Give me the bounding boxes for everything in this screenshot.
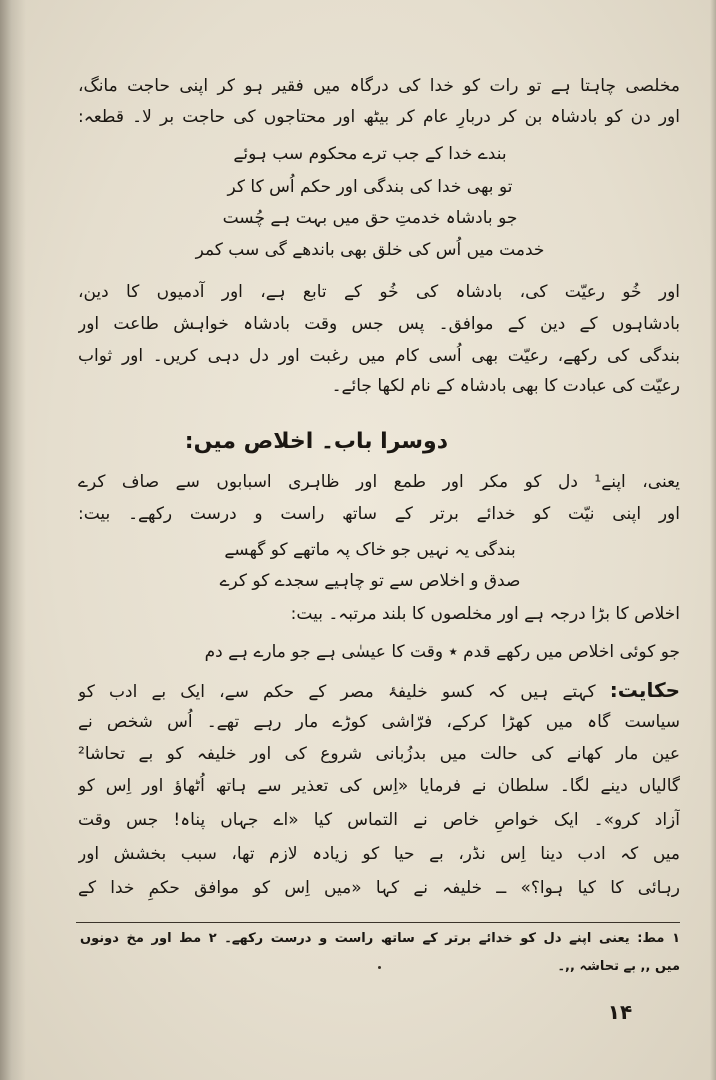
- verse-line: تو بھی خدا کی بندگی اور حکم اُس کا کر: [227, 177, 513, 197]
- text-line: یعنی، اپنے¹ دل کو مکر اور طمع اور ظاہری اسبابوں سے صاف کرے: [78, 472, 680, 492]
- footnote-divider: [76, 922, 680, 923]
- hikayat-text: کہتے ہیں کہ کسو خلیفۂ مصر کے حکم سے، ایک بے ادب کو: [78, 682, 596, 702]
- text-line: گالیاں دینے لگا۔ سلطان نے فرمایا «اِس کی تعذیر سے ہاتھ اُٹھاؤ اور اِس کو: [78, 776, 680, 796]
- verse-line: صدق و اخلاص سے تو چاہیے سجدے کو کرے: [219, 571, 521, 591]
- text-line: سیاست گاہ میں کھڑا کرکے، فرّاشی کوڑے مار رہے تھے۔ اُس شخص نے: [78, 712, 680, 732]
- verse-line: بندے خدا کے جب ترے محکوم سب ہوئے: [233, 144, 507, 164]
- text-line: آزاد کرو»۔ ایک خواصِ خاص نے التماس کیا «اے جہاں پناہ! جس وقت: [78, 810, 680, 830]
- text-line: بندگی کی رکھے، رعیّت بھی اُسی کام میں رغبت اور دل دہی کریں۔ اور ثواب: [78, 346, 680, 366]
- text-line: اخلاص کا بڑا درجہ ہے اور مخلصوں کا بلند مرتبہ۔ بیت:: [290, 604, 680, 624]
- hikayat-label: حکایت:: [609, 678, 680, 702]
- text-line: اور اپنی نیّت کو خدائے برتر کے ساتھ راست و درست رکھے۔ بیت:: [78, 504, 680, 524]
- text-line: میں کہ ادب دینا اِس نڈر، بے حیا کو زیادہ لازم تھا، سبب بخشش اور: [78, 844, 680, 864]
- verse-line: جو بادشاہ خدمتِ حق میں بہت ہے چُست: [222, 208, 518, 228]
- verse-line: بندگی یہ نہیں جو خاک پہ ماتھے کو گھسے: [224, 540, 516, 560]
- text-line: عین مار کھانے کی حالت میں بدزُبانی شروع کی اور خلیفہ کو بے تحاشا²: [78, 744, 680, 764]
- footnote-line: میں ,, بے تحاشہ ,,۔: [557, 959, 680, 974]
- text-line: رہائی کا کیا ہوا؟» ــ خلیفہ نے کہا «میں اِس کو موافق حکمِ خدا کے: [78, 878, 680, 898]
- page-binding-shadow: [0, 0, 26, 1080]
- page-edge-shadow: [710, 0, 716, 1080]
- verse-line: جو کوئی اخلاص میں رکھے قدم ٭ وقت کا عیسٰی ہے جو مارے ہے دم: [204, 642, 680, 662]
- text-line: بادشاہوں کے دین کے موافق۔ پس جس وقت بادشاہ خواہش طاعت اور: [78, 314, 680, 334]
- text-line: اور خُو رعیّت کی، بادشاہ کی خُو کے تابع ہے، اور آدمیوں کا دین،: [78, 282, 680, 302]
- chapter-heading: دوسرا باب۔ اخلاص میں:: [184, 429, 448, 454]
- text-line: رعیّت کی عبادت کا بھی بادشاہ کے نام لکھا جائے۔: [331, 376, 680, 396]
- text-line: مخلصی چاہتا ہے تو رات کو خدا کی درگاہ میں فقیر ہو کر اپنی حاجت مانگ،: [78, 76, 680, 96]
- hikayat-first-line: [78, 676, 680, 706]
- page-number: ۱۴: [607, 1000, 633, 1024]
- text-line: اور دن کو بادشاہ بن کر دربارِ عام کر بیٹھ اور محتاجوں کی حاجت بر لا۔ قطعہ:: [78, 107, 680, 127]
- verse-line: خدمت میں اُس کی خلق بھی باندھے گی سب کمر: [195, 240, 545, 260]
- ink-speck: [378, 966, 381, 969]
- footnote-line: ۱ مط: یعنی اپنے دل کو خدائے برتر کے ساتھ راست و درست رکھے۔ ۲ مط اور مخ دونوں: [80, 931, 680, 946]
